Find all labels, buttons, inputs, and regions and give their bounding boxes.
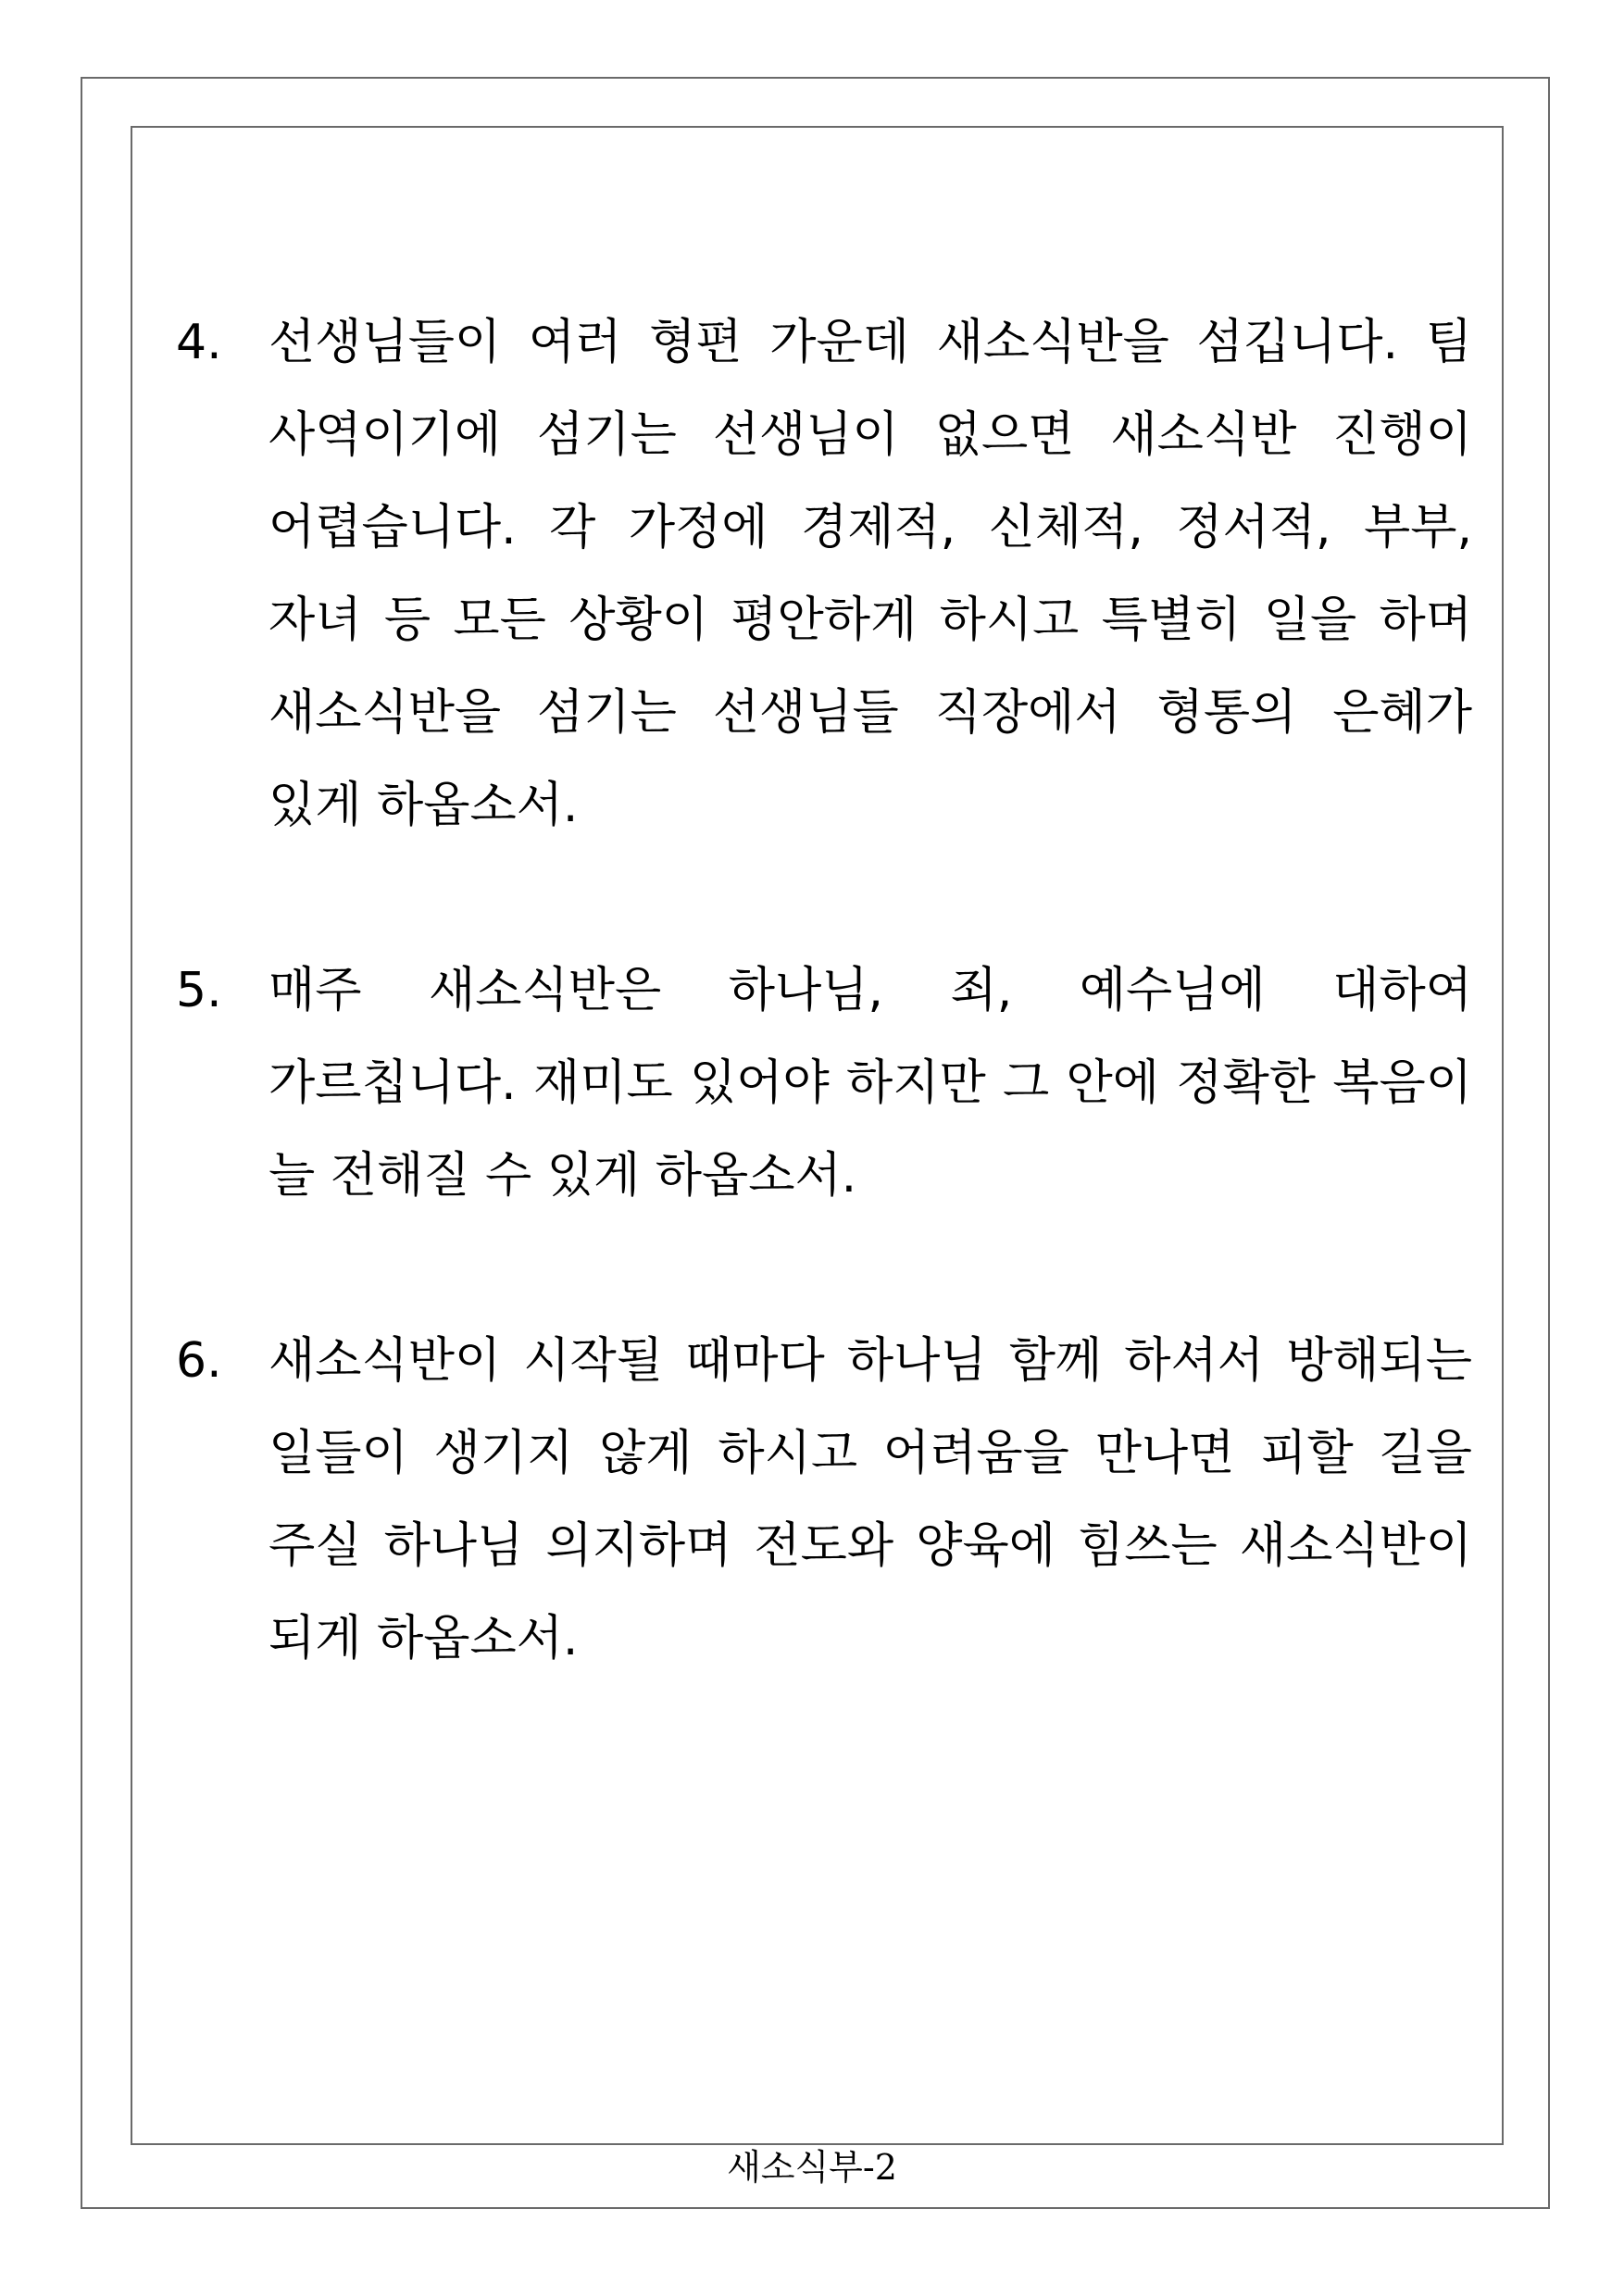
prayer-number: 6.	[176, 1333, 222, 1389]
prayer-text: 매주 새소식반은 하나님, 죄, 예수님에 대하여 가르칩니다. 재미도 있어야 하지만 그 안에 정확한 복음이 늘 전해질 수 있게 하옵소서.	[269, 963, 1472, 1204]
prayer-text: 새소식반이 시작될 때마다 하나님 함께 하셔서 방해되는 일들이 생기지 않게 하시고 어려움을 만나면 피할 길을 주실 하나님 의지하며 전도와 양육에 힘쓰는 새소식반이 되게 하옵소서.	[269, 1333, 1472, 1666]
prayer-number: 5.	[176, 963, 222, 1018]
page-footer: 새소식부-2	[727, 2147, 897, 2188]
prayer-text: 선생님들이 여러 형편 가운데 새소식반을 섬깁니다. 팀 사역이기에 섬기는 선생님이 없으면 새소식반 진행이 어렵습니다. 각 가정에 경제적, 신체적, 정서적, 부부, 자녀 등 모든 상황이 평안하게 하시고 특별히 일을 하며 새소식반을 섬기는 선생님들 직장에서 형통의 은혜가 있게 하옵소서.	[269, 315, 1472, 833]
prayer-item-6	[176, 1315, 1481, 1685]
prayer-item-5	[176, 944, 1481, 1222]
prayer-number: 4.	[176, 315, 222, 370]
prayer-list	[176, 296, 1481, 1778]
prayer-item-4	[176, 296, 1481, 852]
